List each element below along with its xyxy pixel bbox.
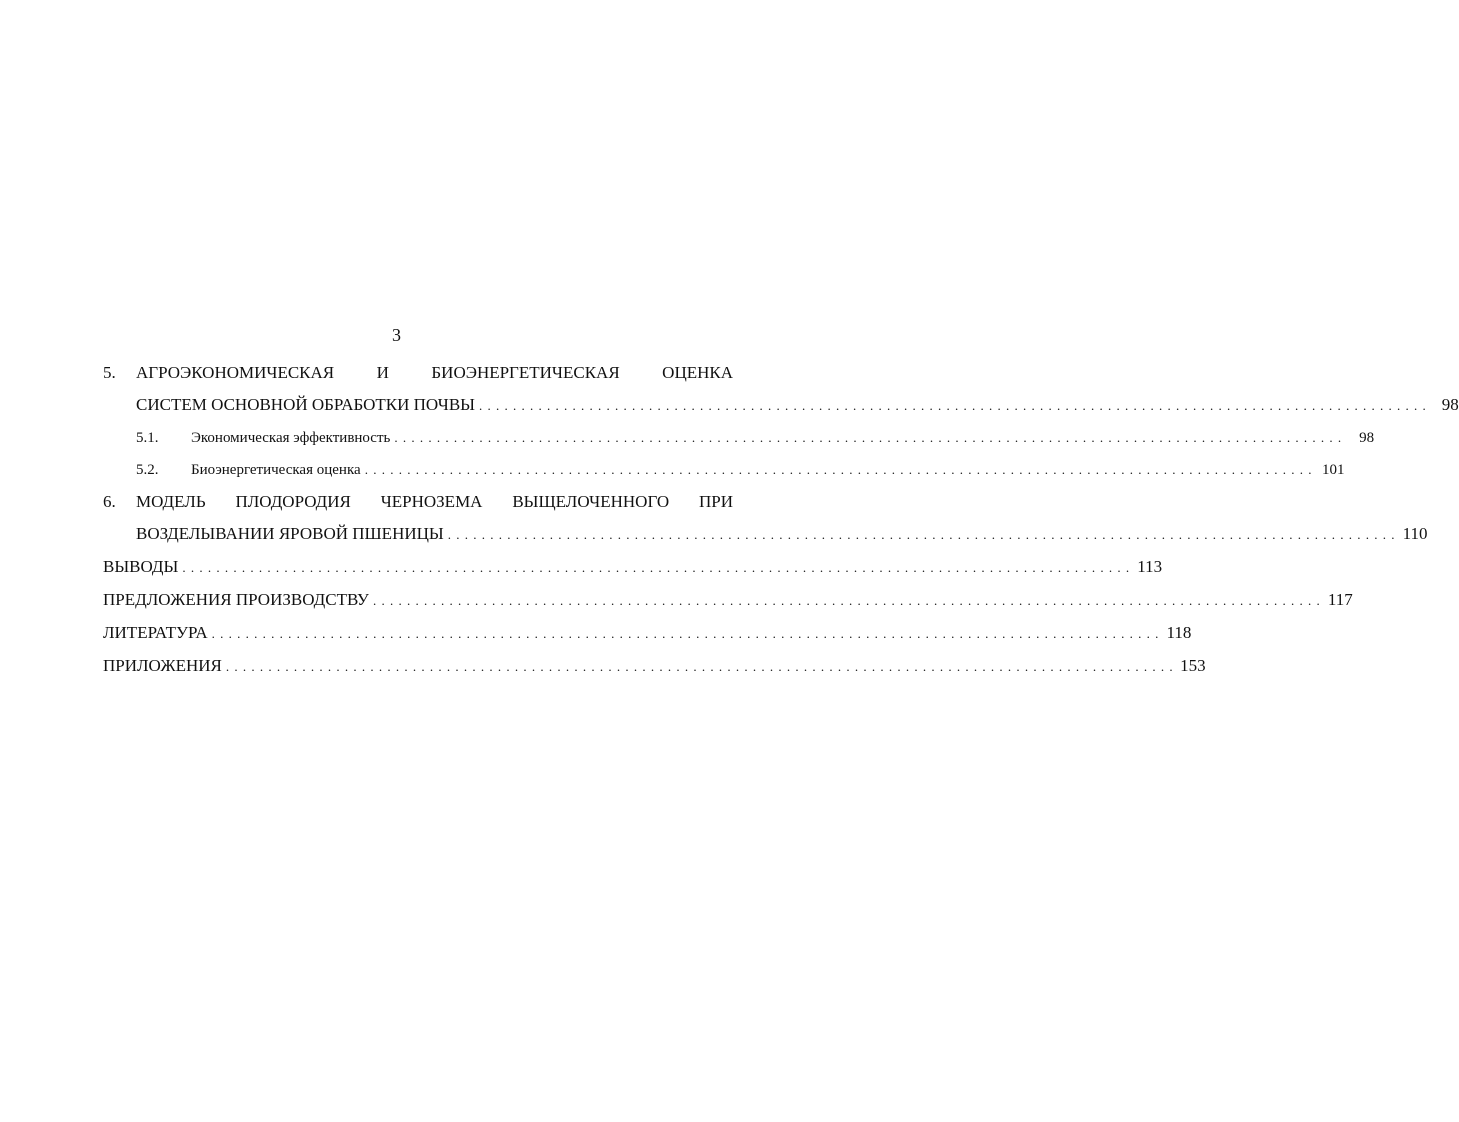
toc-entry-title: ВОЗДЕЛЫВАНИИ ЯРОВОЙ ПШЕНИЦЫ — [136, 524, 444, 543]
toc-entry-title: Биоэнергетическая оценка — [191, 462, 361, 478]
toc-entry-title: Экономическая эффективность — [191, 430, 391, 446]
toc-leader-dots — [226, 651, 1174, 683]
toc-leader-dots — [212, 618, 1160, 650]
toc-entry-conclusions — [103, 551, 1163, 584]
toc-leader-dots — [448, 519, 1396, 551]
toc-entry-page: 98 — [1359, 430, 1375, 446]
toc-leader-dots — [394, 422, 1342, 454]
toc-entry-number: 6. — [103, 492, 116, 511]
toc-entry-title: ВЫВОДЫ — [103, 557, 179, 576]
toc-entry-section-5-line-2 — [103, 389, 1459, 422]
toc-entry-title: АГРОЭКОНОМИЧЕСКАЯ И БИОЭНЕРГЕТИЧЕСКАЯ ОЦЕНКА — [136, 363, 733, 382]
toc-leader-dots — [182, 552, 1130, 584]
toc-entry-section-6-line-2 — [103, 518, 1428, 551]
toc-entry-page: 101 — [1321, 462, 1345, 478]
toc-entry-section-5-line-1 — [103, 357, 733, 389]
toc-entry-proposals — [103, 584, 1353, 617]
toc-entry-literature — [103, 617, 1192, 650]
toc-entry-title: ПРЕДЛОЖЕНИЯ ПРОИЗВОДСТВУ — [103, 590, 369, 609]
toc-entry-section-5-2 — [103, 454, 1345, 486]
toc-entry-title: ПРИЛОЖЕНИЯ — [103, 656, 222, 675]
toc-entry-number: 5.1. — [136, 430, 159, 446]
toc-entry-page: 110 — [1402, 524, 1428, 543]
toc-entry-page: 98 — [1441, 395, 1459, 414]
toc-entry-page: 153 — [1180, 656, 1206, 675]
toc-leader-dots — [479, 390, 1427, 422]
toc-entry-title: СИСТЕМ ОСНОВНОЙ ОБРАБОТКИ ПОЧВЫ — [136, 395, 475, 414]
table-of-contents — [103, 357, 1459, 683]
toc-entry-section-6-line-1 — [103, 486, 733, 518]
toc-entry-section-5-1 — [103, 422, 1375, 454]
toc-entry-number: 5.2. — [136, 462, 159, 478]
toc-entry-page: 118 — [1166, 623, 1192, 642]
toc-leader-dots — [365, 454, 1313, 486]
toc-entry-page: 113 — [1137, 557, 1163, 576]
toc-entry-page: 117 — [1327, 590, 1353, 609]
toc-entry-title: МОДЕЛЬ ПЛОДОРОДИЯ ЧЕРНОЗЕМА ВЫЩЕЛОЧЕННОГО ПРИ — [136, 492, 733, 511]
toc-entry-title: ЛИТЕРАТУРА — [103, 623, 208, 642]
toc-entry-number: 5. — [103, 363, 116, 382]
toc-entry-appendices — [103, 650, 1206, 683]
page-number: 3 — [392, 325, 401, 345]
toc-leader-dots — [373, 585, 1321, 617]
